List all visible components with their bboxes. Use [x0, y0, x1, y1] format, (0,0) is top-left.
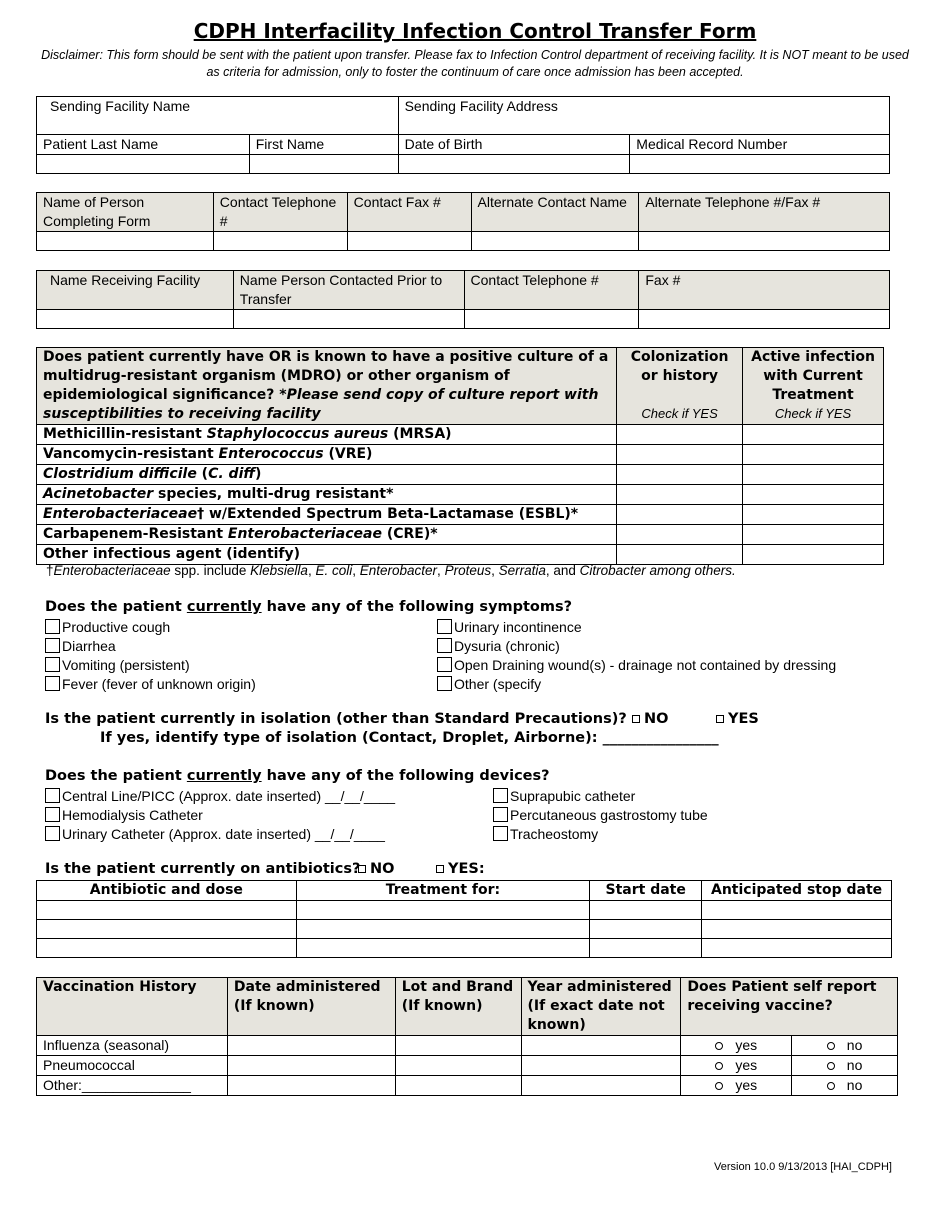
device-option[interactable]: Urinary Catheter (Approx. date inserted) __/__/____	[45, 825, 395, 844]
acinetobacter-active-check[interactable]	[743, 485, 884, 505]
vaccine-name: Influenza (seasonal)	[37, 1036, 228, 1056]
symptom-option[interactable]: Dysuria (chronic)	[437, 637, 836, 656]
receiving-facility-label: Name Receiving Facility	[37, 271, 234, 310]
radio[interactable]	[715, 1042, 723, 1050]
symptom-option[interactable]: Open Draining wound(s) - drainage not contained by dressing	[437, 656, 836, 675]
alternate-contact-label: Alternate Contact Name	[471, 193, 639, 232]
contact-fax-label: Contact Fax #	[347, 193, 471, 232]
first-name-label: First Name	[249, 135, 398, 155]
treatment-cell[interactable]	[296, 939, 590, 958]
antibiotic-cell[interactable]	[37, 920, 297, 939]
patient-last-name-label: Patient Last Name	[37, 135, 250, 155]
device-option[interactable]: Suprapubic catheter	[493, 787, 708, 806]
completing-person-label: Name of Person Completing Form	[37, 193, 214, 232]
checkbox[interactable]	[716, 715, 724, 723]
radio[interactable]	[715, 1062, 723, 1070]
no-radio-option[interactable]: no	[792, 1076, 898, 1096]
other-active-check[interactable]	[743, 545, 884, 565]
contact-table	[36, 192, 890, 251]
devices-left-column	[45, 787, 395, 844]
checkbox[interactable]	[437, 619, 452, 634]
antibiotics-question: Is the patient currently on antibiotics?	[45, 861, 361, 877]
receiving-facility-table	[36, 270, 890, 329]
devices-right-column	[493, 787, 708, 844]
receiving-telephone-input[interactable]	[464, 310, 639, 329]
vaccine-name: Pneumococcal	[37, 1056, 228, 1076]
self-report-header: Does Patient self report receiving vaccine?	[681, 978, 898, 1036]
date-administered-header: Date administered (If known)	[227, 978, 395, 1036]
date-cell[interactable]	[227, 1056, 395, 1076]
checkbox[interactable]	[45, 826, 60, 841]
start-date-header: Start date	[590, 881, 702, 901]
device-option[interactable]: Percutaneous gastrostomy tube	[493, 806, 708, 825]
checkbox[interactable]	[437, 638, 452, 653]
esbl-colonization-check[interactable]	[617, 505, 743, 525]
other-colonization-check[interactable]	[617, 545, 743, 565]
year-cell[interactable]	[521, 1056, 681, 1076]
alternate-telephone-input[interactable]	[639, 232, 890, 251]
colonization-header: Colonization or history Check if YES	[617, 348, 743, 425]
symptom-option[interactable]: Vomiting (persistent)	[45, 656, 256, 675]
start-date-cell[interactable]	[590, 939, 702, 958]
device-option[interactable]: Central Line/PICC (Approx. date inserted) __/__/____	[45, 787, 395, 806]
checkbox[interactable]	[45, 638, 60, 653]
year-cell[interactable]	[521, 1036, 681, 1056]
receiving-fax-input[interactable]	[639, 310, 890, 329]
year-administered-header: Year administered (If exact date not known)	[521, 978, 681, 1036]
form-title: CDPH Interfacility Infection Control Transfer Form	[193, 19, 757, 43]
mrsa-active-check[interactable]	[743, 425, 884, 445]
vre-colonization-check[interactable]	[617, 445, 743, 465]
sending-facility-name-label: Sending Facility Name	[50, 98, 191, 114]
lot-cell[interactable]	[395, 1056, 521, 1076]
checkbox[interactable]	[45, 807, 60, 822]
active-infection-header: Active infection with Current Treatment Check if YES	[743, 348, 884, 425]
contact-fax-input[interactable]	[347, 232, 471, 251]
checkbox[interactable]	[632, 715, 640, 723]
stop-date-cell[interactable]	[702, 920, 892, 939]
mdro-row: Clostridium difficile (C. diff)	[37, 465, 617, 485]
checkbox[interactable]	[358, 865, 366, 873]
mdro-row: Carbapenem-Resistant Enterobacteriaceae (CRE)*	[37, 525, 617, 545]
sending-facility-address-field[interactable]	[398, 97, 889, 135]
antibiotics-table	[36, 880, 892, 958]
no-radio-option[interactable]: no	[792, 1056, 898, 1076]
yes-radio-option[interactable]: yes	[681, 1036, 792, 1056]
lot-cell[interactable]	[395, 1036, 521, 1056]
checkbox[interactable]	[437, 657, 452, 672]
esbl-active-check[interactable]	[743, 505, 884, 525]
checkbox[interactable]	[45, 788, 60, 803]
acinetobacter-colonization-check[interactable]	[617, 485, 743, 505]
radio[interactable]	[715, 1082, 723, 1090]
vaccination-history-header: Vaccination History	[37, 978, 228, 1036]
stop-date-cell[interactable]	[702, 939, 892, 958]
checkbox[interactable]	[493, 826, 508, 841]
symptoms-right-column	[437, 618, 836, 694]
contact-telephone-input[interactable]	[213, 232, 347, 251]
cre-active-check[interactable]	[743, 525, 884, 545]
person-contacted-input[interactable]	[233, 310, 464, 329]
contact-telephone-label: Contact Telephone #	[213, 193, 347, 232]
isolation-no-option[interactable]: NO	[632, 711, 668, 727]
antibiotic-dose-header: Antibiotic and dose	[37, 881, 297, 901]
cre-colonization-check[interactable]	[617, 525, 743, 545]
device-option[interactable]: Tracheostomy	[493, 825, 708, 844]
checkbox[interactable]	[45, 676, 60, 691]
isolation-question: Is the patient currently in isolation (other than Standard Precautions)?	[45, 711, 627, 727]
isolation-type-prompt: If yes, identify type of isolation (Contact, Droplet, Airborne): ________________	[100, 730, 719, 746]
lot-cell[interactable]	[395, 1076, 521, 1096]
lot-brand-header: Lot and Brand (If known)	[395, 978, 521, 1036]
symptom-option[interactable]: Fever (fever of unknown origin)	[45, 675, 256, 694]
radio[interactable]	[827, 1062, 835, 1070]
mdro-row: Vancomycin-resistant Enterococcus (VRE)	[37, 445, 617, 465]
year-cell[interactable]	[521, 1076, 681, 1096]
patient-info-table	[36, 96, 890, 174]
person-contacted-label: Name Person Contacted Prior to Transfer	[233, 271, 464, 310]
medical-record-number-label: Medical Record Number	[630, 135, 890, 155]
vre-active-check[interactable]	[743, 445, 884, 465]
symptom-option[interactable]: Productive cough	[45, 618, 256, 637]
antibiotics-yes-option[interactable]: YES:	[436, 861, 485, 877]
checkbox[interactable]	[493, 788, 508, 803]
completing-person-input[interactable]	[37, 232, 214, 251]
symptoms-left-column	[45, 618, 256, 694]
devices-question: Does the patient currently have any of the following devices?	[45, 768, 550, 784]
treatment-cell[interactable]	[296, 901, 590, 920]
mdro-row: Other infectious agent (identify)	[37, 545, 617, 565]
alternate-telephone-label: Alternate Telephone #/Fax #	[639, 193, 890, 232]
stop-date-header: Anticipated stop date	[702, 881, 892, 901]
stop-date-cell[interactable]	[702, 901, 892, 920]
antibiotics-no-option[interactable]: NO	[358, 861, 394, 877]
radio[interactable]	[827, 1042, 835, 1050]
treatment-for-header: Treatment for:	[296, 881, 590, 901]
alternate-contact-input[interactable]	[471, 232, 639, 251]
checkbox[interactable]	[437, 676, 452, 691]
sending-facility-name-field[interactable]	[37, 97, 399, 135]
checkbox[interactable]	[493, 807, 508, 822]
antibiotic-cell[interactable]	[37, 901, 297, 920]
medical-record-number-input[interactable]	[630, 155, 890, 174]
symptom-option[interactable]: Other (specify	[437, 675, 836, 694]
antibiotic-cell[interactable]	[37, 939, 297, 958]
mdro-row: Enterobacteriaceae† w/Extended Spectrum Beta-Lactamase (ESBL)*	[37, 505, 617, 525]
symptoms-question: Does the patient currently have any of the following symptoms?	[45, 599, 573, 615]
mdro-question: Does patient currently have OR is known to have a positive culture of a multidrug-resistant organism (MDRO) or other organism of epidemiological significance? *Please send copy of culture report with susceptibilities to receiving facility	[37, 348, 617, 425]
checkbox[interactable]	[436, 865, 444, 873]
checkbox[interactable]	[45, 619, 60, 634]
date-of-birth-input[interactable]	[398, 155, 630, 174]
device-option[interactable]: Hemodialysis Catheter	[45, 806, 395, 825]
date-cell[interactable]	[227, 1036, 395, 1056]
mdro-row: Methicillin-resistant Staphylococcus aureus (MRSA)	[37, 425, 617, 445]
yes-radio-option[interactable]: yes	[681, 1056, 792, 1076]
version-footer: Version 10.0 9/13/2013 [HAI_CDPH]	[714, 1161, 892, 1173]
treatment-cell[interactable]	[296, 920, 590, 939]
receiving-fax-label: Fax #	[639, 271, 890, 310]
sending-facility-address-label: Sending Facility Address	[404, 98, 558, 114]
checkbox[interactable]	[45, 657, 60, 672]
isolation-yes-option[interactable]: YES	[716, 711, 759, 727]
cdiff-colonization-check[interactable]	[617, 465, 743, 485]
date-of-birth-label: Date of Birth	[398, 135, 630, 155]
mdro-table	[36, 347, 884, 565]
receiving-telephone-label: Contact Telephone #	[464, 271, 639, 310]
cdiff-active-check[interactable]	[743, 465, 884, 485]
radio[interactable]	[827, 1082, 835, 1090]
patient-last-name-input[interactable]	[37, 155, 250, 174]
symptom-option[interactable]: Diarrhea	[45, 637, 256, 656]
symptom-option[interactable]: Urinary incontinence	[437, 618, 836, 637]
date-cell[interactable]	[227, 1076, 395, 1096]
yes-radio-option[interactable]: yes	[681, 1076, 792, 1096]
vaccination-table	[36, 977, 898, 1096]
receiving-facility-input[interactable]	[37, 310, 234, 329]
start-date-cell[interactable]	[590, 920, 702, 939]
first-name-input[interactable]	[249, 155, 398, 174]
start-date-cell[interactable]	[590, 901, 702, 920]
mrsa-colonization-check[interactable]	[617, 425, 743, 445]
no-radio-option[interactable]: no	[792, 1036, 898, 1056]
enterobacteriaceae-footnote: †Enterobacteriaceae spp. include Klebsiella, E. coli, Enterobacter, Proteus, Serratia, and Citrobacter among others.	[46, 563, 736, 578]
vaccine-name: Other:______________	[37, 1076, 228, 1096]
mdro-row: Acinetobacter species, multi-drug resistant*	[37, 485, 617, 505]
disclaimer: Disclaimer: This form should be sent with the patient upon transfer. Please fax to Infection Control department of receiving facility. It is NOT meant to be used as criteria for admission, only to foster the continuum of care once admission has been accepted.	[41, 48, 909, 79]
